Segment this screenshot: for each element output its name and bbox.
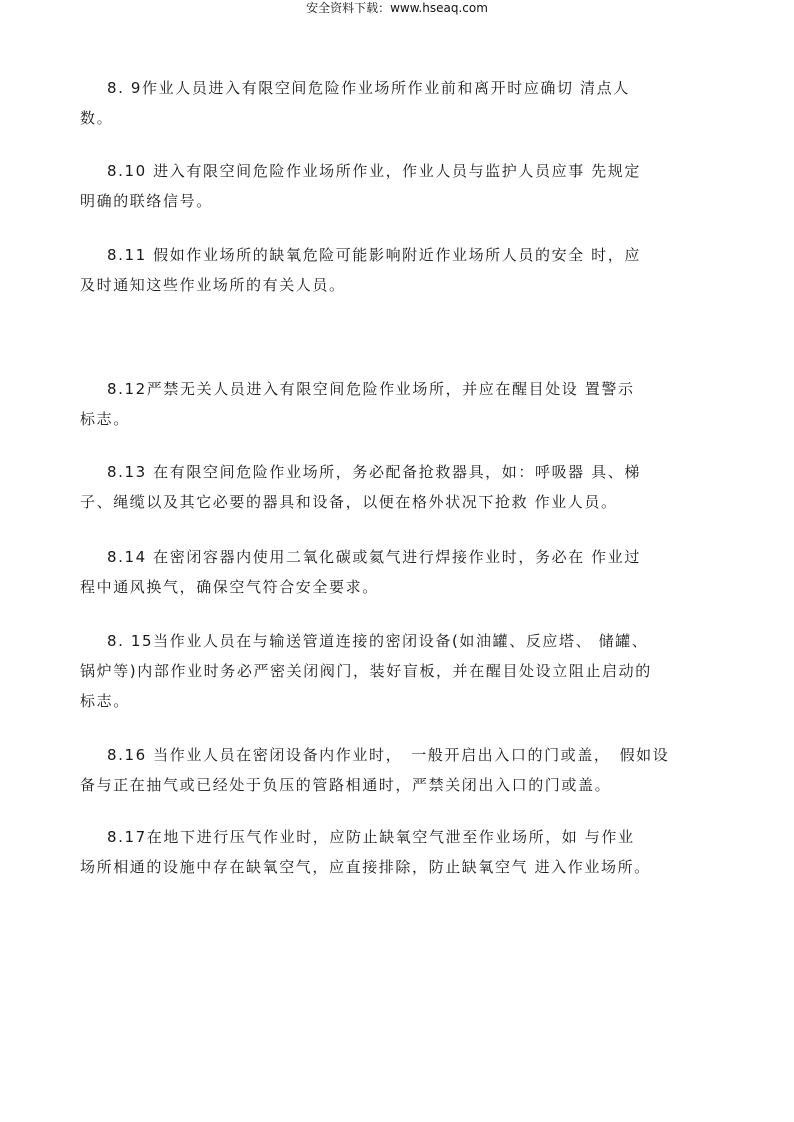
paragraph-line: 8.16 当作业人员在密闭设备内作业时， 一般开启出入口的门或盖， 假如设 <box>107 746 670 764</box>
paragraph-line: 子、绳缆以及其它必要的器具和设备，以便在格外状况下抢救 作业人员。 <box>80 493 618 511</box>
paragraph-8-11 <box>80 240 641 300</box>
paragraph-line: 场所相通的设施中存在缺氧空气，应直接排除，防止缺氧空气 进入作业场所。 <box>80 858 651 876</box>
paragraph-8-9 <box>80 73 630 133</box>
paragraph-line: 及时通知这些作业场所的有关人员。 <box>80 276 346 294</box>
paragraph-line: 8.17在地下进行压气作业时，应防止缺氧空气泄至作业场所，如 与作业 <box>107 828 635 846</box>
paragraph-line: 8. 15当作业人员在与输送管道连接的密闭设备(如油罐、反应塔、 储罐、 <box>107 632 649 650</box>
paragraph-line: 明确的联络信号。 <box>80 192 213 210</box>
paragraph-line: 标志。 <box>80 410 130 428</box>
paragraph-8-15 <box>80 626 652 716</box>
paragraph-line: 标志。 <box>80 692 130 710</box>
paragraph-line: 程中通风换气，确保空气符合安全要求。 <box>80 578 379 596</box>
paragraph-line: 8. 9作业人员进入有限空间危险作业场所作业前和离开时应确切 清点人 <box>107 79 630 97</box>
paragraph-8-14 <box>80 542 641 602</box>
paragraph-8-16 <box>80 740 669 800</box>
paragraph-8-10 <box>80 156 641 216</box>
paragraph-line: 8.10 进入有限空间危险作业场所作业，作业人员与监护人员应事 先规定 <box>107 162 641 180</box>
paragraph-8-17 <box>80 822 651 882</box>
paragraph-8-13 <box>80 457 641 517</box>
paragraph-line: 备与正在抽气或已经处于负压的管路相通时，严禁关闭出入口的门或盖。 <box>80 776 612 794</box>
paragraph-line: 8.12严禁无关人员进入有限空间危险作业场所，并应在醒目处设 置警示 <box>107 380 635 398</box>
paragraph-line: 8.14 在密闭容器内使用二氧化碳或氦气进行焊接作业时，务必在 作业过 <box>107 548 641 566</box>
paragraph-line: 8.13 在有限空间危险作业场所，务必配备抢救器具，如：呼吸器 具、梯 <box>107 463 641 481</box>
paragraph-line: 8.11 假如作业场所的缺氧危险可能影响附近作业场所人员的安全 时，应 <box>107 246 641 264</box>
paragraph-line: 锅炉等)内部作业时务必严密关闭阀门，装好盲板，并在醒目处设立阻止启动的 <box>80 662 652 680</box>
page-header: 安全资料下载：www.hseaq.com <box>306 1 488 15</box>
paragraph-8-12 <box>80 374 635 434</box>
paragraph-line: 数。 <box>80 109 114 127</box>
